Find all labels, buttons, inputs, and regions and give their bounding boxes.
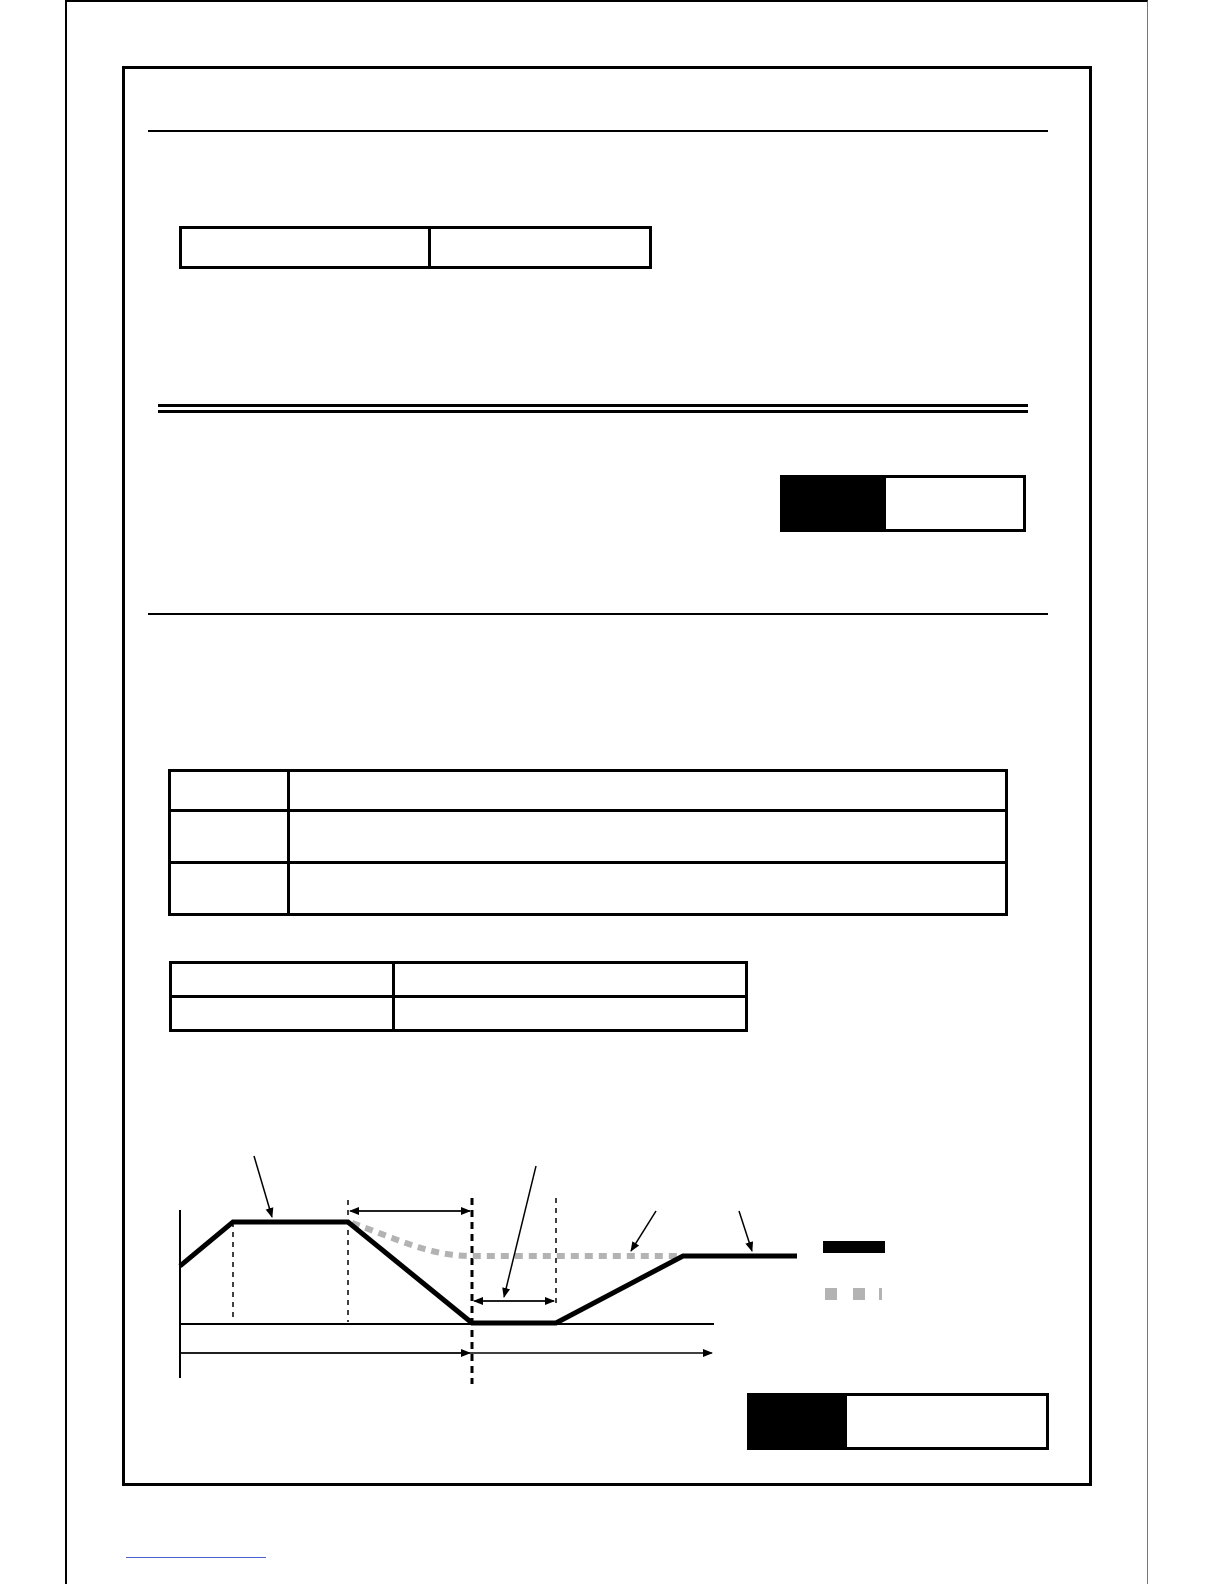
secondary-line: [352, 1223, 680, 1256]
footer-link[interactable]: [126, 1557, 266, 1558]
callout-pointer: [631, 1211, 656, 1251]
badge-dark-part: [750, 1396, 847, 1447]
legend-swatch-solid: [823, 1241, 885, 1253]
callout-pointer: [739, 1211, 752, 1251]
primary-line: [180, 1222, 797, 1323]
page-badge: [747, 1393, 1049, 1450]
callout-pointer: [504, 1166, 536, 1297]
legend-swatch-dotted: [879, 1288, 882, 1300]
legend-swatch-dotted: [853, 1288, 865, 1300]
badge-light-part: [847, 1396, 1046, 1447]
callout-pointer: [254, 1156, 272, 1217]
legend-swatch-dotted: [825, 1288, 837, 1300]
